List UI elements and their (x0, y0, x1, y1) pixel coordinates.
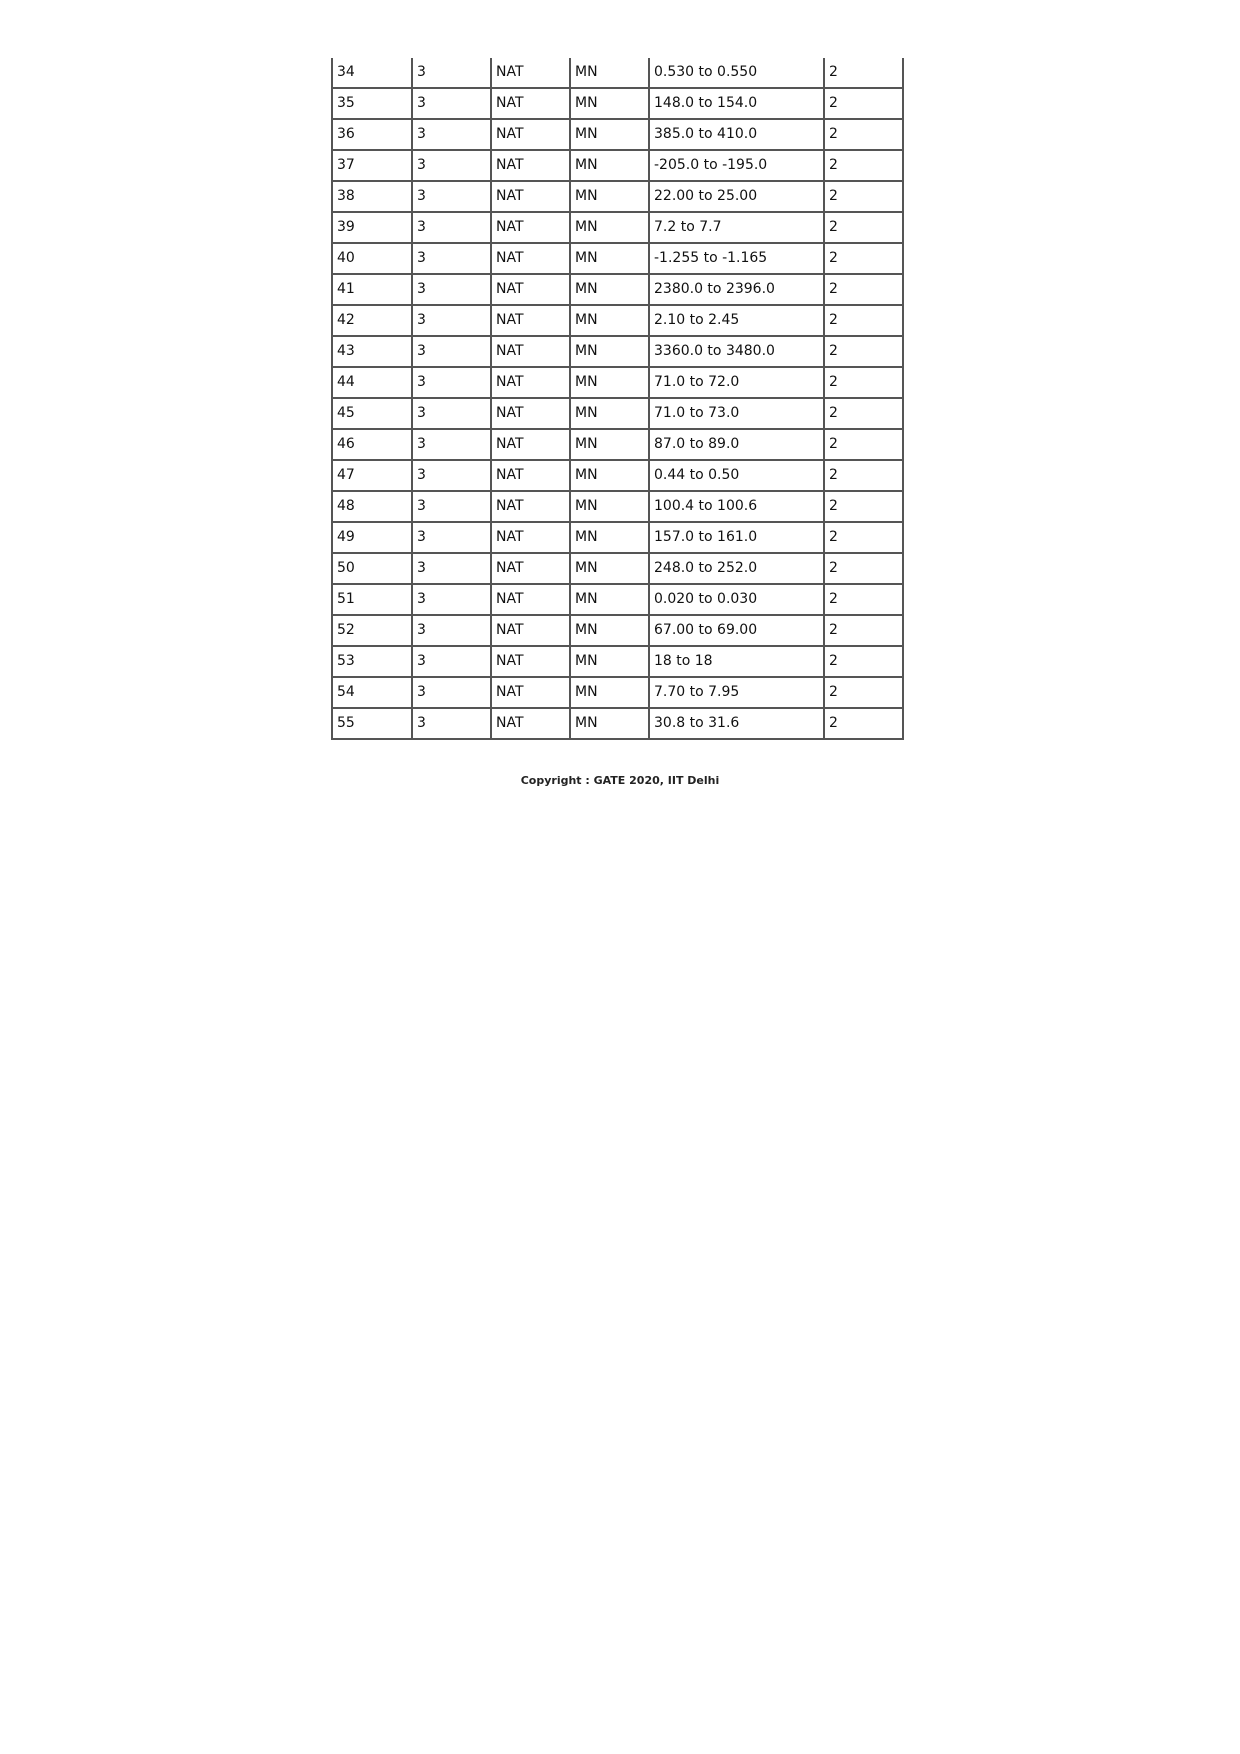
question-type-cell: NAT (492, 180, 571, 211)
marks-cell: 2 (825, 521, 904, 552)
answer-key-cell: -1.255 to -1.165 (650, 242, 825, 273)
marks-cell: 2 (825, 583, 904, 614)
table-row (333, 707, 904, 738)
session-cell: 3 (413, 304, 492, 335)
table-row (333, 428, 904, 459)
question-number-cell: 49 (333, 521, 413, 552)
question-type-cell: NAT (492, 614, 571, 645)
question-type-cell: NAT (492, 304, 571, 335)
table-row (333, 490, 904, 521)
table-row (333, 459, 904, 490)
table-row (333, 180, 904, 211)
section-cell: MN (571, 397, 650, 428)
table-row (333, 118, 904, 149)
marks-cell: 2 (825, 335, 904, 366)
question-number-cell: 43 (333, 335, 413, 366)
session-cell: 3 (413, 490, 492, 521)
question-number-cell: 54 (333, 676, 413, 707)
question-number-cell: 46 (333, 428, 413, 459)
section-cell: MN (571, 304, 650, 335)
answer-key-cell: 71.0 to 73.0 (650, 397, 825, 428)
question-number-cell: 53 (333, 645, 413, 676)
question-number-cell: 45 (333, 397, 413, 428)
answer-key-cell: 2.10 to 2.45 (650, 304, 825, 335)
marks-cell: 2 (825, 614, 904, 645)
question-number-cell: 55 (333, 707, 413, 738)
session-cell: 3 (413, 552, 492, 583)
marks-cell: 2 (825, 490, 904, 521)
section-cell: MN (571, 428, 650, 459)
table-row (333, 273, 904, 304)
question-number-cell: 38 (333, 180, 413, 211)
session-cell: 3 (413, 614, 492, 645)
marks-cell: 2 (825, 242, 904, 273)
marks-cell: 2 (825, 211, 904, 242)
session-cell: 3 (413, 583, 492, 614)
session-cell: 3 (413, 273, 492, 304)
question-number-cell: 34 (333, 58, 413, 87)
session-cell: 3 (413, 428, 492, 459)
section-cell: MN (571, 211, 650, 242)
question-number-cell: 48 (333, 490, 413, 521)
answer-key-cell: -205.0 to -195.0 (650, 149, 825, 180)
question-type-cell: NAT (492, 490, 571, 521)
question-number-cell: 47 (333, 459, 413, 490)
answer-key-cell: 0.020 to 0.030 (650, 583, 825, 614)
session-cell: 3 (413, 180, 492, 211)
section-cell: MN (571, 242, 650, 273)
section-cell: MN (571, 149, 650, 180)
answer-key-cell: 7.70 to 7.95 (650, 676, 825, 707)
question-number-cell: 50 (333, 552, 413, 583)
answer-key-cell: 148.0 to 154.0 (650, 87, 825, 118)
answer-key-cell: 0.44 to 0.50 (650, 459, 825, 490)
answer-key-cell: 87.0 to 89.0 (650, 428, 825, 459)
marks-cell: 2 (825, 118, 904, 149)
section-cell: MN (571, 583, 650, 614)
question-type-cell: NAT (492, 366, 571, 397)
table-row (333, 335, 904, 366)
question-number-cell: 41 (333, 273, 413, 304)
section-cell: MN (571, 645, 650, 676)
marks-cell: 2 (825, 58, 904, 87)
answer-key-table-body (333, 58, 904, 738)
table-row (333, 58, 904, 87)
table-row (333, 676, 904, 707)
question-type-cell: NAT (492, 397, 571, 428)
session-cell: 3 (413, 676, 492, 707)
question-number-cell: 44 (333, 366, 413, 397)
answer-key-cell: 385.0 to 410.0 (650, 118, 825, 149)
section-cell: MN (571, 58, 650, 87)
answer-key-cell: 7.2 to 7.7 (650, 211, 825, 242)
table-row (333, 552, 904, 583)
answer-key-cell: 100.4 to 100.6 (650, 490, 825, 521)
question-type-cell: NAT (492, 87, 571, 118)
answer-key-cell: 3360.0 to 3480.0 (650, 335, 825, 366)
table-row (333, 397, 904, 428)
table-row (333, 149, 904, 180)
table-row (333, 645, 904, 676)
marks-cell: 2 (825, 180, 904, 211)
answer-key-cell: 0.530 to 0.550 (650, 58, 825, 87)
answer-key-cell: 2380.0 to 2396.0 (650, 273, 825, 304)
question-type-cell: NAT (492, 552, 571, 583)
table-row (333, 211, 904, 242)
table-row (333, 366, 904, 397)
marks-cell: 2 (825, 304, 904, 335)
question-type-cell: NAT (492, 149, 571, 180)
marks-cell: 2 (825, 676, 904, 707)
question-number-cell: 35 (333, 87, 413, 118)
session-cell: 3 (413, 645, 492, 676)
session-cell: 3 (413, 707, 492, 738)
answer-key-table (331, 58, 904, 740)
marks-cell: 2 (825, 366, 904, 397)
answer-key-cell: 71.0 to 72.0 (650, 366, 825, 397)
marks-cell: 2 (825, 428, 904, 459)
session-cell: 3 (413, 459, 492, 490)
question-type-cell: NAT (492, 273, 571, 304)
copyright-notice: Copyright : GATE 2020, IIT Delhi (520, 774, 720, 787)
marks-cell: 2 (825, 459, 904, 490)
marks-cell: 2 (825, 87, 904, 118)
answer-key-cell: 22.00 to 25.00 (650, 180, 825, 211)
table-row (333, 87, 904, 118)
section-cell: MN (571, 490, 650, 521)
section-cell: MN (571, 180, 650, 211)
question-number-cell: 51 (333, 583, 413, 614)
session-cell: 3 (413, 242, 492, 273)
marks-cell: 2 (825, 707, 904, 738)
section-cell: MN (571, 552, 650, 583)
section-cell: MN (571, 614, 650, 645)
question-type-cell: NAT (492, 242, 571, 273)
question-number-cell: 52 (333, 614, 413, 645)
question-number-cell: 37 (333, 149, 413, 180)
marks-cell: 2 (825, 645, 904, 676)
session-cell: 3 (413, 58, 492, 87)
section-cell: MN (571, 366, 650, 397)
question-type-cell: NAT (492, 707, 571, 738)
question-number-cell: 39 (333, 211, 413, 242)
question-type-cell: NAT (492, 583, 571, 614)
answer-key-cell: 157.0 to 161.0 (650, 521, 825, 552)
answer-key-cell: 18 to 18 (650, 645, 825, 676)
section-cell: MN (571, 335, 650, 366)
session-cell: 3 (413, 118, 492, 149)
question-type-cell: NAT (492, 428, 571, 459)
answer-key-cell: 30.8 to 31.6 (650, 707, 825, 738)
section-cell: MN (571, 676, 650, 707)
table-row (333, 242, 904, 273)
answer-key-cell: 248.0 to 252.0 (650, 552, 825, 583)
section-cell: MN (571, 273, 650, 304)
question-type-cell: NAT (492, 118, 571, 149)
marks-cell: 2 (825, 149, 904, 180)
table-row (333, 614, 904, 645)
marks-cell: 2 (825, 397, 904, 428)
session-cell: 3 (413, 521, 492, 552)
table-row (333, 521, 904, 552)
question-type-cell: NAT (492, 676, 571, 707)
question-type-cell: NAT (492, 459, 571, 490)
question-type-cell: NAT (492, 335, 571, 366)
section-cell: MN (571, 118, 650, 149)
session-cell: 3 (413, 149, 492, 180)
question-type-cell: NAT (492, 58, 571, 87)
marks-cell: 2 (825, 273, 904, 304)
question-number-cell: 42 (333, 304, 413, 335)
answer-key-cell: 67.00 to 69.00 (650, 614, 825, 645)
section-cell: MN (571, 459, 650, 490)
section-cell: MN (571, 87, 650, 118)
session-cell: 3 (413, 335, 492, 366)
marks-cell: 2 (825, 552, 904, 583)
section-cell: MN (571, 707, 650, 738)
session-cell: 3 (413, 211, 492, 242)
table-row (333, 304, 904, 335)
table-row (333, 583, 904, 614)
section-cell: MN (571, 521, 650, 552)
question-type-cell: NAT (492, 521, 571, 552)
session-cell: 3 (413, 397, 492, 428)
question-type-cell: NAT (492, 645, 571, 676)
question-number-cell: 36 (333, 118, 413, 149)
question-number-cell: 40 (333, 242, 413, 273)
session-cell: 3 (413, 87, 492, 118)
question-type-cell: NAT (492, 211, 571, 242)
session-cell: 3 (413, 366, 492, 397)
